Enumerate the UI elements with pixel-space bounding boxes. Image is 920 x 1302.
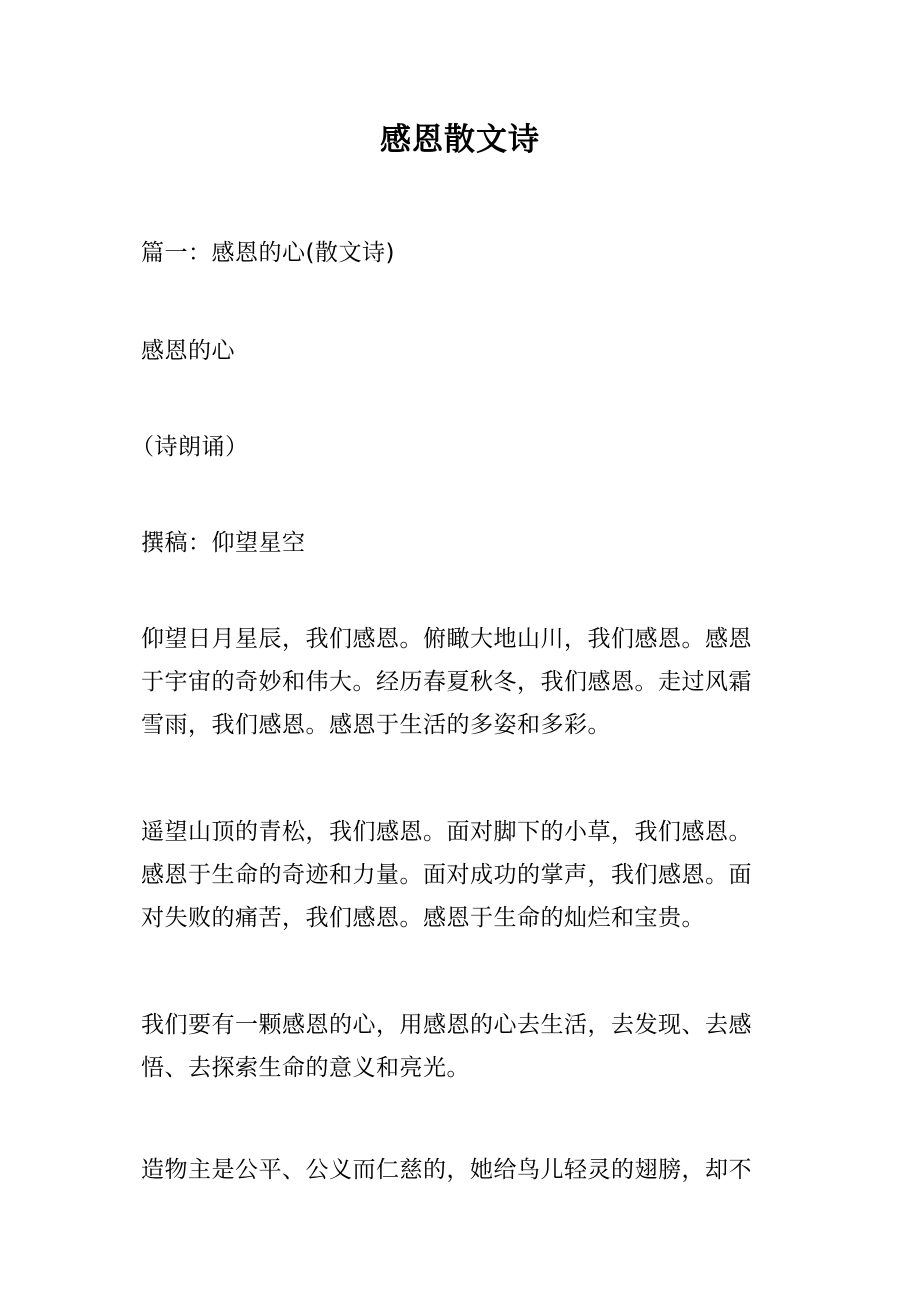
paragraph-line: 我们要有一颗感恩的心，用感恩的心去生活，去发现、去感 — [141, 1012, 752, 1038]
paragraph-line: 仰望日月星辰，我们感恩。俯瞰大地山川，我们感恩。感恩 — [141, 626, 752, 652]
paragraph-line: 于宇宙的奇妙和伟大。经历春夏秋冬，我们感恩。走过风霜 — [141, 669, 752, 695]
paragraph-line: 雪雨，我们感恩。感恩于生活的多姿和多彩。 — [141, 712, 611, 738]
section-heading — [141, 232, 801, 275]
document-title: 感恩散文诗 — [380, 122, 540, 158]
paragraph — [141, 1149, 801, 1192]
paragraph — [141, 1004, 801, 1090]
recitation-note — [131, 426, 791, 469]
paragraph-line: 感恩于生命的奇迹和力量。面对成功的掌声，我们感恩。面 — [141, 862, 752, 888]
poem-subtitle — [141, 330, 801, 373]
section-heading-text: 篇一：感恩的心(散文诗) — [141, 240, 395, 266]
author-line — [141, 522, 801, 565]
paragraph — [141, 618, 801, 747]
author-line-text: 撰稿：仰望星空 — [141, 530, 306, 556]
paragraph-line: 悟、去探索生命的意义和亮光。 — [141, 1055, 470, 1081]
paragraph-line: 造物主是公平、公义而仁慈的，她给鸟儿轻灵的翅膀，却不 — [141, 1157, 752, 1183]
recitation-note-text: （诗朗诵） — [131, 434, 249, 460]
paragraph-line: 遥望山顶的青松，我们感恩。面对脚下的小草，我们感恩。 — [141, 819, 752, 845]
paragraph-line: 对失败的痛苦，我们感恩。感恩于生命的灿烂和宝贵。 — [141, 905, 705, 931]
poem-subtitle-text: 感恩的心 — [141, 338, 235, 364]
paragraph — [141, 811, 801, 940]
